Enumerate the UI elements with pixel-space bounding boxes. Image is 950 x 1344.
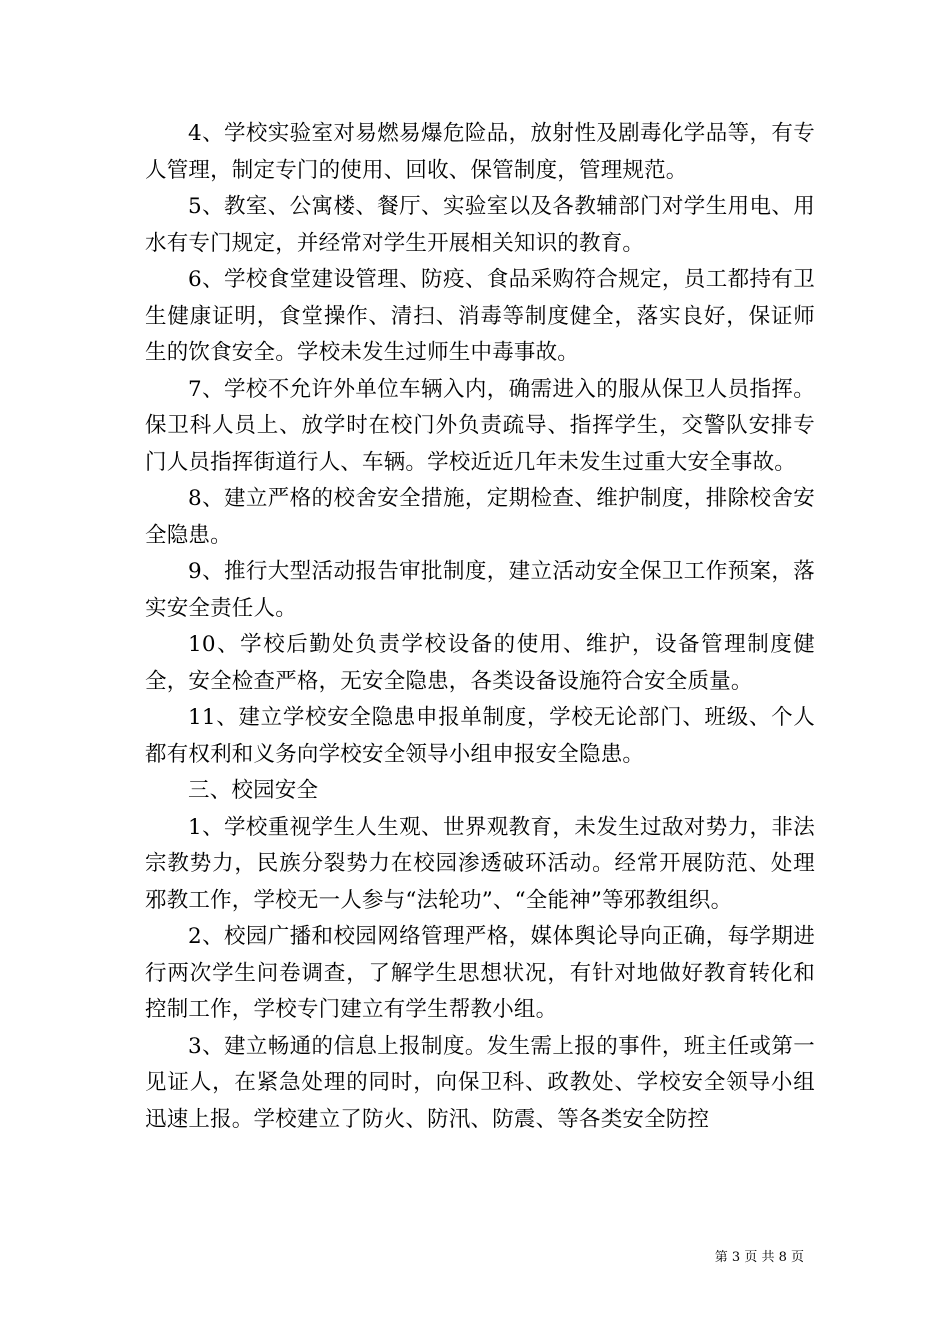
paragraph-item-11: 11、建立学校安全隐患申报单制度，学校无论部门、班级、个人都有权利和义务向学校安全领导小组申报安全隐患。 bbox=[145, 705, 815, 767]
paragraph-item-4: 4、学校实验室对易燃易爆危险品，放射性及剧毒化学品等，有专人管理，制定专门的使用、回收、保管制度，管理规范。 bbox=[145, 121, 815, 183]
paragraph-item-7: 7、学校不允许外单位车辆入内，确需进入的服从保卫人员指挥。保卫科人员上、放学时在校门外负责疏导、指挥学生，交警队安排专门人员指挥街道行人、车辆。学校近近几年未发生过重大安全事故。 bbox=[145, 376, 815, 475]
document-body bbox=[145, 116, 815, 1138]
paragraph-campus-1: 1、学校重视学生人生观、世界观教育，未发生过敌对势力，非法宗教势力，民族分裂势力在校园渗透破环活动。经常开展防范、处理邪教工作，学校无一人参与“法轮功”、“全能神”等邪教组织。 bbox=[145, 814, 815, 913]
paragraph-campus-3: 3、建立畅通的信息上报制度。发生需上报的事件，班主任或第一见证人，在紧急处理的同时，向保卫科、政教处、学校安全领导小组迅速上报。学校建立了防火、防汛、防震、等各类安全防控 bbox=[145, 1033, 815, 1132]
paragraph-item-9: 9、推行大型活动报告审批制度，建立活动安全保卫工作预案，落实安全责任人。 bbox=[145, 559, 815, 621]
section-heading-campus-safety: 三、校园安全 bbox=[188, 778, 319, 803]
paragraph-item-8: 8、建立严格的校舍安全措施，定期检查、维护制度，排除校舍安全隐患。 bbox=[145, 486, 815, 548]
paragraph-item-10: 10、学校后勤处负责学校设备的使用、维护，设备管理制度健全，安全检查严格，无安全隐患，各类设备设施符合安全质量。 bbox=[145, 632, 815, 694]
page-number-footer: 第 3 页 共 8 页 bbox=[714, 1250, 804, 1265]
paragraph-item-6: 6、学校食堂建设管理、防疫、食品采购符合规定，员工都持有卫生健康证明，食堂操作、清扫、消毒等制度健全，落实良好，保证师生的饮食安全。学校未发生过师生中毒事故。 bbox=[145, 267, 815, 365]
paragraph-item-5: 5、教室、公寓楼、餐厅、实验室以及各教辅部门对学生用电、用水有专门规定，并经常对学生开展相关知识的教育。 bbox=[145, 194, 815, 256]
paragraph-campus-2: 2、校园广播和校园网络管理严格，媒体舆论导向正确，每学期进行两次学生问卷调查，了解学生思想状况，有针对地做好教育转化和控制工作，学校专门建立有学生帮教小组。 bbox=[145, 924, 815, 1022]
